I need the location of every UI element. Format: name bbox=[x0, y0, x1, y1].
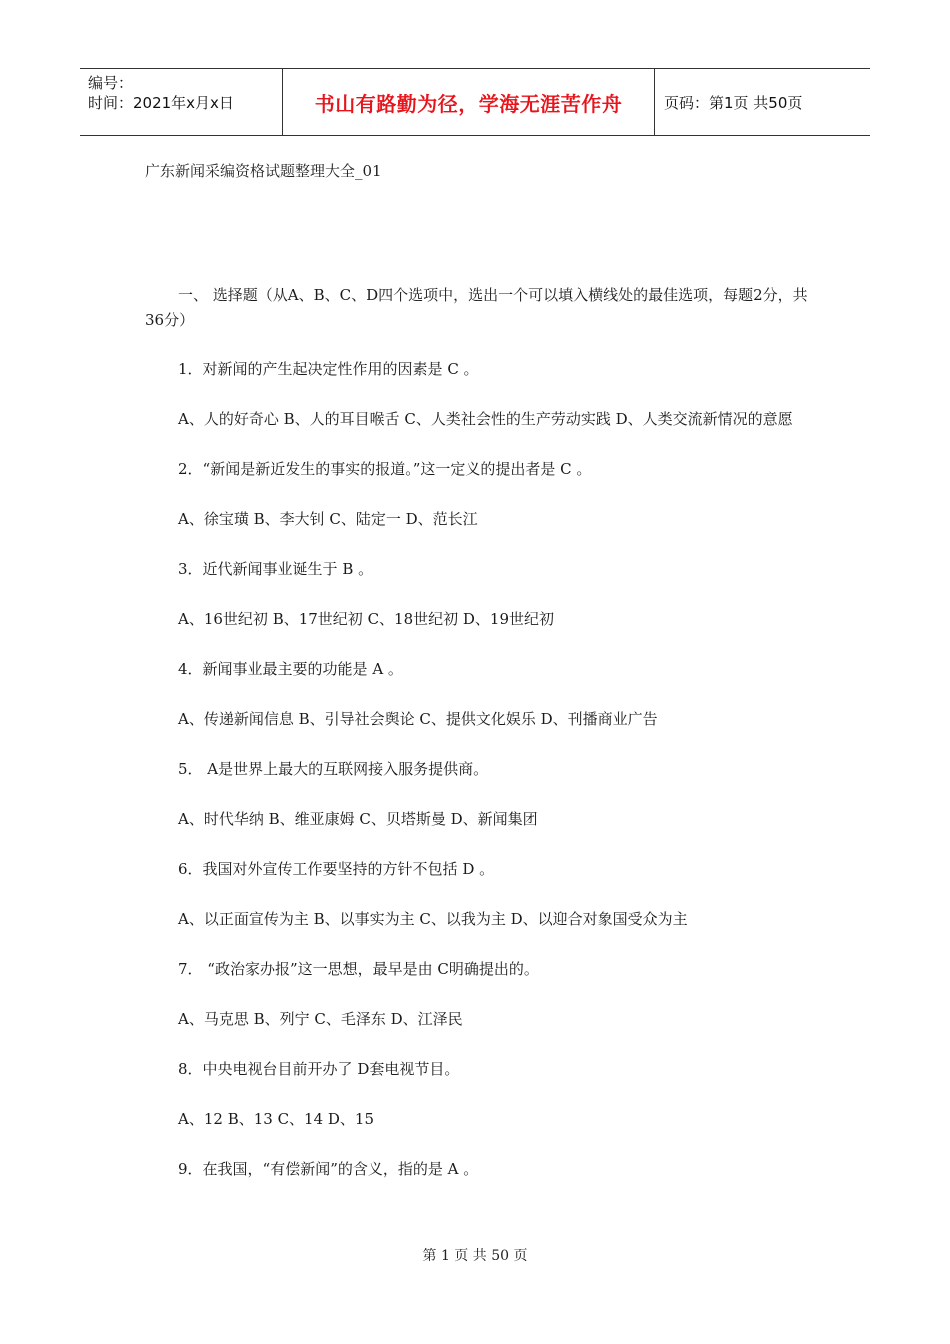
option-line: A、时代华纳 B、维亚康姆 C、贝塔斯曼 D、新闻集团 bbox=[178, 810, 538, 828]
header-motto: 书山有路勤为径，学海无涯苦作舟 bbox=[282, 69, 655, 135]
document-body bbox=[145, 283, 810, 1207]
option-line: A、16世纪初 B、17世纪初 C、18世纪初 D、19世纪初 bbox=[178, 610, 555, 628]
question-line: 2．“新闻是新近发生的事实的报道。”这一定义的提出者是 C 。 bbox=[178, 460, 592, 478]
page-footer: 第 1 页 共 50 页 bbox=[422, 1248, 528, 1264]
question-line: 5． A是世界上最大的互联网接入服务提供商。 bbox=[178, 760, 489, 778]
section-heading: 一、 选择题（从A、B、C、D四个选项中，选出一个可以填入横线处的最佳选项，每题2分，共36分） bbox=[145, 286, 808, 329]
option-line: A、传递新闻信息 B、引导社会舆论 C、提供文化娱乐 D、刊播商业广告 bbox=[178, 710, 658, 728]
question-line: 1．对新闻的产生起决定性作用的因素是 C 。 bbox=[178, 360, 479, 378]
option-line: A、人的好奇心 B、人的耳目喉舌 C、人类社会性的生产劳动实践 D、人类交流新情况的意愿 bbox=[178, 410, 793, 428]
question-line: 7． “政治家办报”这一思想，最早是由 C明确提出的。 bbox=[178, 960, 539, 978]
option-line: A、徐宝璜 B、李大钊 C、陆定一 D、范长江 bbox=[178, 510, 478, 528]
header-number-label: 编号： bbox=[88, 74, 134, 92]
question-line: 6．我国对外宣传工作要坚持的方针不包括 D 。 bbox=[178, 860, 495, 878]
header-date-label: 时间：2021年x月x日 bbox=[88, 94, 234, 112]
option-line: A、以正面宣传为主 B、以事实为主 C、以我为主 D、以迎合对象国受众为主 bbox=[178, 910, 688, 928]
option-line: A、12 B、13 C、14 D、15 bbox=[178, 1110, 375, 1128]
header-left-cell bbox=[80, 69, 282, 135]
header-page-info: 页码：第1页 共50页 bbox=[664, 93, 803, 112]
question-line: 4．新闻事业最主要的功能是 A 。 bbox=[178, 660, 403, 678]
page-header bbox=[80, 68, 870, 136]
option-line: A、马克思 B、列宁 C、毛泽东 D、江泽民 bbox=[178, 1010, 463, 1028]
question-line: 3．近代新闻事业诞生于 B 。 bbox=[178, 560, 374, 578]
question-line: 8．中央电视台目前开办了 D套电视节目。 bbox=[178, 1060, 460, 1078]
document-title: 广东新闻采编资格试题整理大全_01 bbox=[145, 162, 382, 180]
question-line: 9．在我国，“有偿新闻”的含义，指的是 A 。 bbox=[178, 1160, 479, 1178]
